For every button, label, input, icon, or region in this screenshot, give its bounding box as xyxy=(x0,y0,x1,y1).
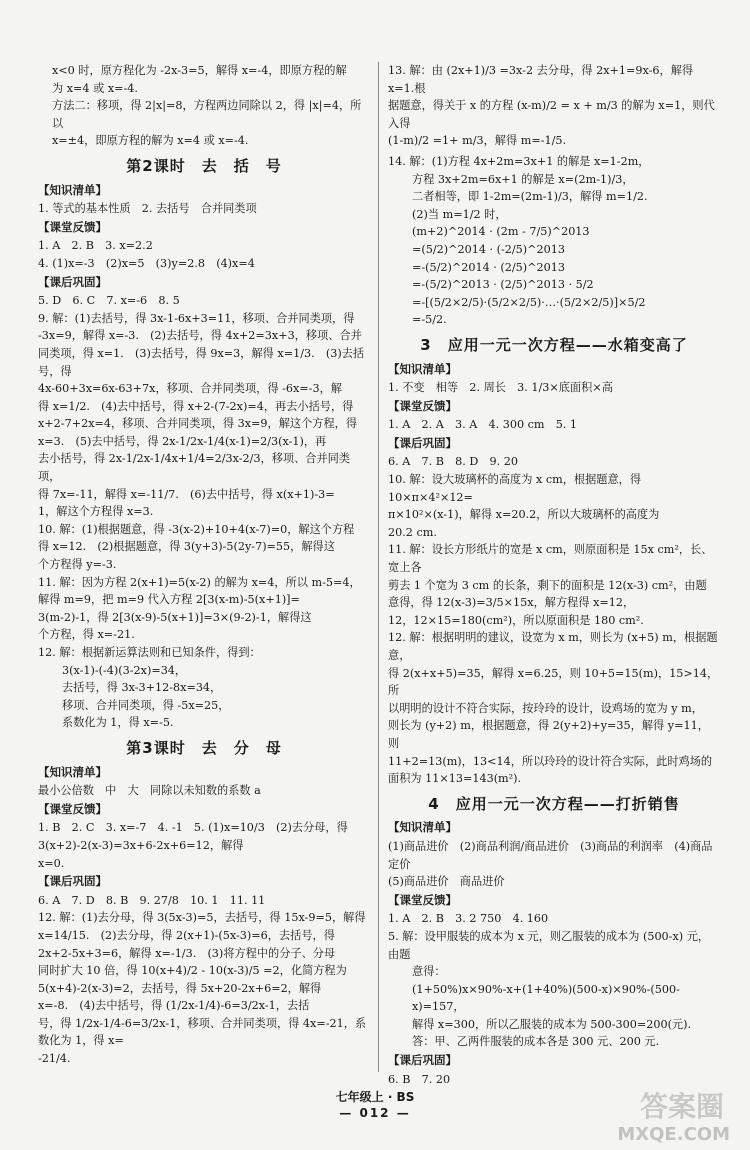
question-13 xyxy=(388,62,720,150)
text-line: 2x+2-5x+3=6，解得 x=-1/3. (3)将方程中的分子、分母 xyxy=(38,946,336,960)
text-line: =-[(5/2×2/5)·(5/2×2/5)·…·(5/2×2/5)]×5/2 xyxy=(412,295,646,309)
text-line: 6. A 7. D 8. B 9. 27/8 10. 1 11. 11 xyxy=(38,893,266,907)
text-line: 14. 解：(1)方程 4x+2m=3x+1 的解是 x=1-2m， xyxy=(388,154,650,168)
text-line: 得 2(x+x+5)=35，解得 x=6.25，则 10+5=15(m)，15>14，所 xyxy=(388,666,719,698)
text-line: 5. D 6. C 7. x=-6 8. 5 xyxy=(38,294,180,308)
text-line: 意得，得 12(x-3)=3/5×15x，解方程得 x=12， xyxy=(388,596,635,610)
text-line: π×10²×(x-1)，解得 x=20.2，所以大玻璃杯的高度为 xyxy=(388,508,660,522)
text-line: -3x=9，解得 x=-3. (2)去括号，得 4x+2=3x+3，移项、合并 xyxy=(38,329,362,343)
text-line: -21/4. xyxy=(38,1052,71,1066)
text-line: 同时扩大 10 倍，得 10(x+4)/2 - 10(x-3)/5 =2，化简方程为 xyxy=(38,964,347,978)
text-line: 答：甲、乙两件服装的成本各是 300 元、200 元. xyxy=(412,1035,660,1049)
text-line: x+2-7+2x=4，移项、合并同类项，得 3x=9，解这个方程，得 xyxy=(38,417,358,431)
section-heading: 【课堂反馈】 xyxy=(388,892,457,907)
text-line: 4x-60+3x=6x-63+7x，移项、合并同类项，得 -6x=-3，解 xyxy=(38,382,342,396)
text-line: 移项、合并同类项，得 -5x=25， xyxy=(62,698,230,712)
text-line: x=0. xyxy=(38,856,65,870)
text-line: 13. 解：由 (2x+1)/3 =3x-2 去分母，得 2x+1=9x-6，解得 x=1.根 xyxy=(388,64,694,95)
text-line: 3(x-1)-(-4)(3-2x)=34， xyxy=(62,663,187,677)
text-line: 1. A 2. B 3. 2 750 4. 160 xyxy=(388,912,549,926)
section-heading: 【课后巩固】 xyxy=(38,274,107,289)
watermark-logo xyxy=(580,1085,730,1145)
text-line: 剪去 1 个宽为 3 cm 的长条，剩下的面积是 12(x-3) cm²，由题 xyxy=(388,578,707,592)
question-10 xyxy=(38,521,370,574)
text-line: 个方程得 y=-3. xyxy=(38,558,117,572)
text-line: 得 x=12. (2)根据题意，得 3(y+3)-5(2y-7)=55，解得这 xyxy=(38,540,335,554)
text-line: 10. 解：设大玻璃杯的高度为 x cm，根据题意，得 10×π×4²×12= xyxy=(388,473,642,504)
text-line: =(5/2)^2014 · (-2/5)^2013 xyxy=(412,242,565,256)
question-12b xyxy=(38,909,370,1067)
text-line: x<0 时，原方程化为 -2x-3=5，解得 x=-4，即原方程的解 xyxy=(52,64,347,77)
text-line: 6. B 7. 20 xyxy=(388,1072,451,1086)
text-line: x=±4，即原方程的解为 x=4 或 x=-4. xyxy=(52,134,249,148)
section-heading: 【知识清单】 xyxy=(38,764,107,779)
text-line: 去括号，得 3x-3+12-8x=34， xyxy=(62,681,222,695)
right-column xyxy=(388,62,720,1086)
text-line: 3(x+2)-2(x-3)=3x+6-2x+6=12，解得 xyxy=(38,838,244,852)
text-line: (1+50%)x×90%-x+(1+40%)(500-x)×90%-(500- xyxy=(412,982,680,996)
text-line: 12. 解：(1)去分母，得 3(5x-3)=5，去括号，得 15x-9=5，解得 xyxy=(38,911,366,925)
question-11b xyxy=(388,541,720,629)
text-line: 5(x+4)-2(x-3)=2，去括号，得 5x+20-2x+6=2，解得 xyxy=(38,981,322,995)
text-line: 则长为 (y+2) m，根据题意，得 2(y+2)+y=35，解得 y=11，则 xyxy=(388,719,709,750)
lesson2-title: 第2课时 去 括 号 xyxy=(126,156,282,175)
text-line: 12，12×15=180(cm²)，所以原面积是 180 cm². xyxy=(388,613,644,627)
text-line: 个方程，得 x=-21. xyxy=(38,628,135,642)
text-line: 系数化为 1，得 x=-5. xyxy=(62,716,174,730)
text-line: 得 7x=-11，解得 x=-11/7. (6)去中括号，得 x(x+1)-3= xyxy=(38,487,335,501)
text-line: 3(m-2)-1，得 2[3(x-9)-5(x+1)]=3×(9-2)-1，解得这 xyxy=(38,610,312,624)
section-heading: 【课堂反馈】 xyxy=(38,801,107,816)
question-9 xyxy=(38,310,370,521)
text-line: 方法二：移项，得 2|x|=8，方程两边同除以 2，得 |x|=4，所以 xyxy=(52,99,362,130)
text-line: 据题意，得关于 x 的方程 (x-m)/2 = x + m/3 的解为 x=1，则代入得 xyxy=(388,99,715,130)
text-line: 面积为 11×13=143(m²). xyxy=(388,772,522,786)
watermark-logo-text: 答案圈 xyxy=(639,1090,724,1123)
section-heading: 【知识清单】 xyxy=(388,361,457,376)
text-line: 11. 解：因为方程 2(x+1)=5(x-2) 的解为 x=4，所以 m-5=4， xyxy=(38,575,361,589)
question-10b xyxy=(388,471,720,541)
text-line: (m+2)^2014 · (2m - 7/5)^2013 xyxy=(412,225,590,239)
text-line: x=14/15. (2)去分母，得 2(x+1)-(5x-3)=6，去括号，得 xyxy=(38,928,335,942)
section-heading: 【知识清单】 xyxy=(38,182,107,197)
section4-title: 4 应用一元一次方程——打折销售 xyxy=(428,794,680,813)
question-5 xyxy=(388,928,720,1051)
text-line: 1. 等式的基本性质 2. 去括号 合并同类项 xyxy=(38,202,257,216)
text-line: 解得 m=9，把 m=9 代入方程 2[3(x-m)-5(x+1)]= xyxy=(38,593,300,607)
section-heading: 【课后巩固】 xyxy=(388,1053,457,1068)
text-line: 以明明的设计不符合实际，按玲玲的设计，设鸡场的宽为 y m， xyxy=(388,701,703,715)
text-line: (1)商品进价 (2)商品利润/商品进价 (3)商品的利润率 (4)商品定价 xyxy=(388,839,713,871)
text-line: 意得： xyxy=(412,965,446,979)
intro-block xyxy=(38,62,370,150)
text-line: x)=157， xyxy=(412,1000,465,1014)
text-line: 1. A 2. B 3. x=2.2 xyxy=(38,239,153,253)
text-line: =-(5/2)^2014 · (2/5)^2013 xyxy=(412,260,565,274)
text-line: (5)商品进价 商品进价 xyxy=(388,875,505,889)
section-heading: 【知识清单】 xyxy=(388,820,457,835)
text-line: =-(5/2)^2013 · (2/5)^2013 · 5/2 xyxy=(412,278,594,292)
text-line: 为 x=4 或 x=-4. xyxy=(52,81,138,95)
watermark-url: MXQE.COM xyxy=(617,1124,730,1145)
text-line: (2)当 m=1/2 时， xyxy=(412,207,507,221)
text-line: 号，得 1/2x-1/4-6=3/2x-1，移项、合并同类项，得 4x=-21，系数化为 1，得 x= xyxy=(38,1016,367,1048)
text-line: 二者相等，即 1-2m=(2m-1)/3，解得 m=1/2. xyxy=(412,190,648,204)
section-heading: 【课后巩固】 xyxy=(388,435,457,450)
text-line: 4. (1)x=-3 (2)x=5 (3)y=2.8 (4)x=4 xyxy=(38,256,255,270)
text-line: 1，解这个方程得 x=3. xyxy=(38,505,154,519)
page-number: — 012 — xyxy=(339,1106,411,1120)
text-line: 1. 不变 相等 2. 周长 3. 1/3×底面积×高 xyxy=(388,381,613,395)
text-line: (1-m)/2 =1+ m/3，解得 m=-1/5. xyxy=(388,134,567,148)
footer-grade: 七年级上 · BS xyxy=(335,1090,415,1104)
lesson3-title: 第3课时 去 分 母 xyxy=(126,738,282,757)
text-line: 得 x=1/2. (4)去中括号，得 x+2-(7-2x)=4，再去小括号，得 xyxy=(38,399,354,413)
text-line: 12. 解：根据新运算法则和已知条件，得到： xyxy=(38,646,261,659)
text-line: 9. 解：(1)去括号，得 3x-1-6x+3=11，移项、合并同类项，得 xyxy=(38,311,355,325)
text-line: 方程 3x+2m=6x+1 的解是 x=(2m-1)/3， xyxy=(412,172,634,186)
text-line: =-5/2. xyxy=(412,313,447,327)
text-line: 同类项，得 x=1. (3)去括号，得 9x=3，解得 x=1/3. (3)去括号，得 xyxy=(38,346,365,378)
left-column xyxy=(38,62,370,1075)
question-11 xyxy=(38,574,370,644)
text-line: x=-8. (4)去中括号，得 (1/2x-1/4)-6=3/2x-1，去括 xyxy=(38,999,310,1013)
text-line: 12. 解：根据明明的建议，设宽为 x m，则长为 (x+5) m，根据题意， xyxy=(388,631,718,662)
text-line: 解得 x=300，所以乙服装的成本为 500-300=200(元). xyxy=(412,1017,692,1031)
text-line: 1. A 2. A 3. A 4. 300 cm 5. 1 xyxy=(388,418,578,432)
text-line: x=3. (5)去中括号，得 2x-1/2x-1/4(x-1)=2/3(x-1)，再 xyxy=(38,434,327,448)
text-line: 6. A 7. B 8. D 9. 20 xyxy=(388,455,518,469)
text-line: 1. B 2. C 3. x=-7 4. -1 5. (1)x=10/3 (2)去分母，得 xyxy=(38,821,348,835)
question-12 xyxy=(38,644,370,732)
text-line: 11+2=13(m)，13<14，所以玲玲的设计符合实际，此时鸡场的 xyxy=(388,754,713,768)
question-12c xyxy=(388,629,720,787)
text-line: 去小括号，得 2x-1/2x-1/4x+1/4=2/3x-2/3，移项、合并同类项， xyxy=(38,452,351,484)
text-line: 最小公倍数 中 大 同除以未知数的系数 a xyxy=(38,784,261,798)
section-heading: 【课堂反馈】 xyxy=(388,398,457,413)
section-heading: 【课堂反馈】 xyxy=(38,219,107,234)
column-divider xyxy=(378,62,379,1072)
section3-title: 3 应用一元一次方程——水箱变高了 xyxy=(420,335,688,354)
text-line: 20.2 cm. xyxy=(388,525,437,539)
section-heading: 【课后巩固】 xyxy=(38,874,107,889)
text-line: 10. 解：(1)根据题意，得 -3(x-2)+10+4(x-7)=0，解这个方程 xyxy=(38,522,355,536)
question-14 xyxy=(388,153,720,329)
text-line: 11. 解：设长方形纸片的宽是 x cm，则原面积是 15x cm²，长、宽上各 xyxy=(388,543,713,575)
text-line: 5. 解：设甲服装的成本为 x 元，则乙服装的成本为 (500-x) 元，由题 xyxy=(388,929,710,961)
